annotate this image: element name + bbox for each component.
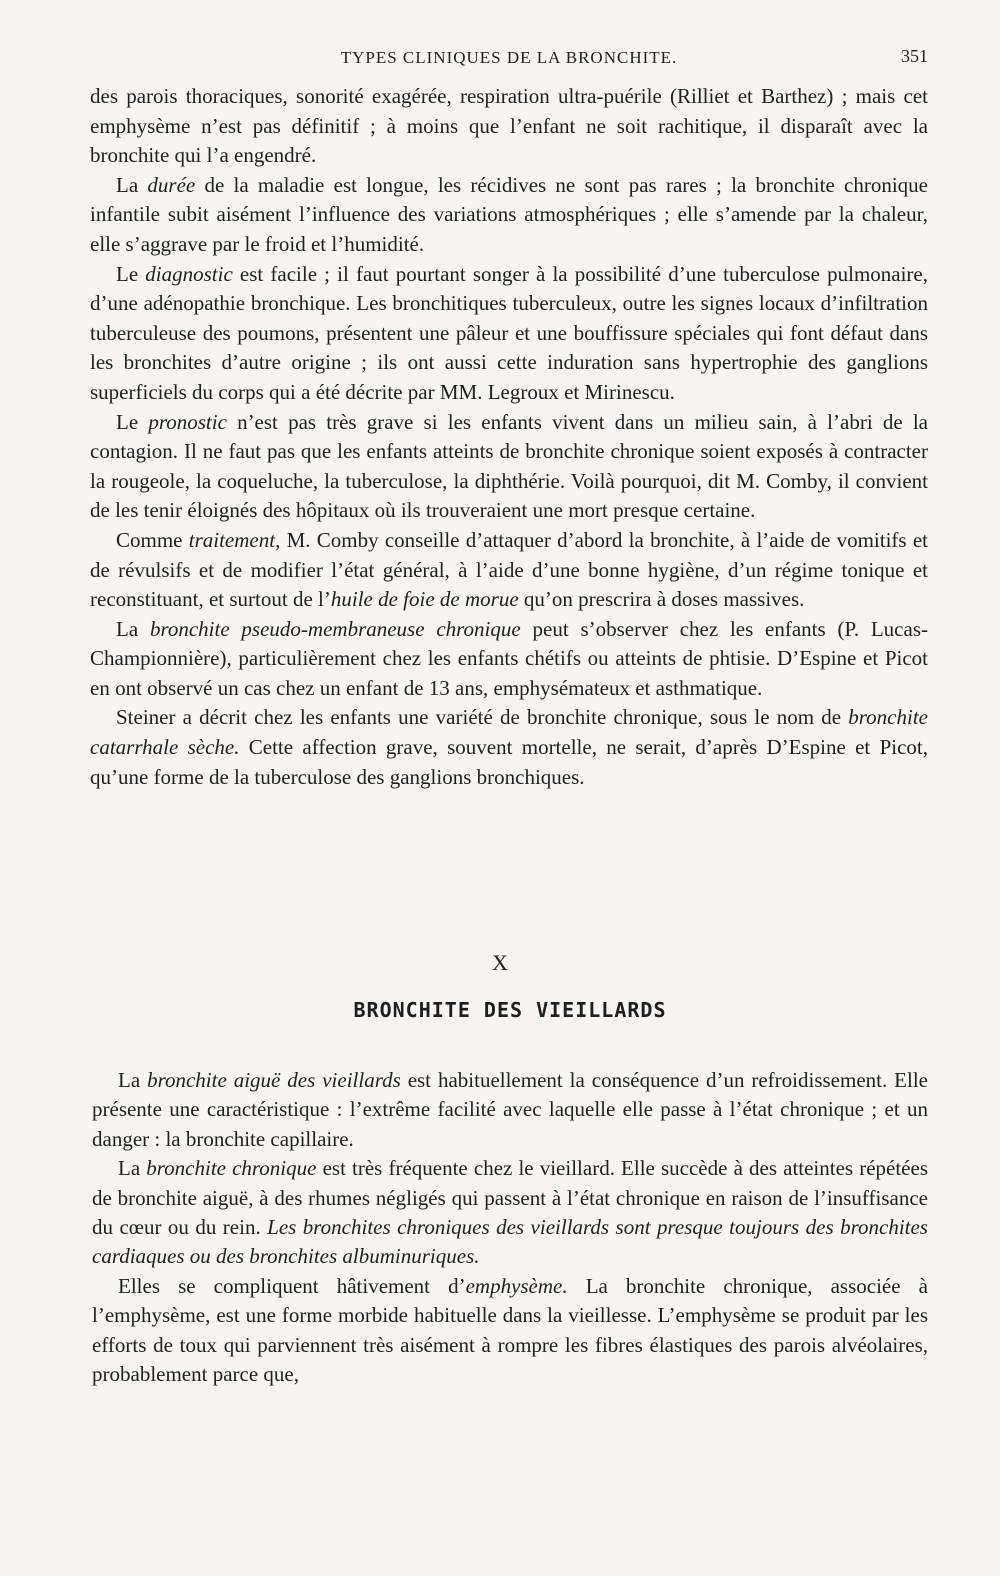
italic-term: traitement xyxy=(188,527,276,552)
italic-term: bronchite chronique xyxy=(146,1156,317,1181)
section-body xyxy=(92,1066,928,1389)
paragraph xyxy=(90,408,928,526)
italic-term: emphysème. xyxy=(465,1273,568,1298)
paragraph-text: , M. Comby conseille d’attaquer d’abord la bronchite, à l’aide de vomitifs et de révulsifs et de modifier l’état général, à l’aide d’une bonne hygiène, d’un régime tonique et reconstituant, et surtout de l’ xyxy=(90,527,928,612)
paragraph-text: des parois thoraciques, sonorité exagérée, respiration ultra-puérile (Rilliet et Barthez) ; mais cet emphysème n’est pas définitif ; à moins que l’enfant ne soit rachitique, il disparaît avec la bronchite qui l’a engendré. xyxy=(90,84,928,168)
italic-term: durée xyxy=(147,172,196,197)
page-number: 351 xyxy=(901,46,928,66)
paragraph-text: Comme xyxy=(116,527,189,552)
paragraph xyxy=(90,526,928,615)
italic-term: pronostic xyxy=(148,409,227,434)
paragraph-text: de la maladie est longue, les récidives ne sont pas rares ; la bronchite chronique infantile subit aisément l’influence des variations atmosphériques ; elle s’amende par la chaleur, elle s’aggrave par le froid et l’humidité. xyxy=(90,172,928,256)
paragraph-text: La xyxy=(116,616,150,641)
paragraph xyxy=(90,615,928,704)
paragraph-text: La xyxy=(118,1068,148,1092)
paragraph-text: est très fréquente chez le vieillard. Elle succède à des atteintes répétées de bronchite aiguë, à des rhumes négligés qui passent à l’état chronique en raison de l’insuffisance du cœur ou du rein. xyxy=(92,1156,928,1240)
running-title: TYPES CLINIQUES DE LA BRONCHITE. xyxy=(340,48,678,67)
body-text xyxy=(90,82,928,792)
paragraph-text: peut s’observer chez les enfants (P. Lucas-Championnière), particulièrement chez les enfants chétifs ou atteints de phtisie. D’Espine et Picot en ont observé un cas chez un enfant de 13 ans, emphysémateux et asthmatique. xyxy=(90,616,928,700)
paragraph-text: Elles se compliquent hâtivement d’ xyxy=(118,1273,466,1298)
paragraph xyxy=(92,1154,928,1272)
italic-term: diagnostic xyxy=(145,261,233,286)
italic-term: huile de foie de morue xyxy=(330,587,519,612)
paragraph-text: est habituellement la conséquence d’un refroidissement. Elle présente une caractéristique : l’extrême facilité avec laquelle elle passe à l’état chronique ; et un danger : la bronchite capillaire. xyxy=(92,1068,928,1151)
section-number: X xyxy=(492,950,508,975)
paragraph xyxy=(90,171,928,260)
italic-term: Les bronchites chroniques des vieillards sont presque toujours des bronchites cardiaques ou des bronchites albuminuriques. xyxy=(92,1215,928,1269)
paragraph-text: est facile ; il faut pourtant songer à la possibilité d’une tuberculose pulmonaire, d’une adénopathie bronchique. Les bronchitiques tuberculeux, outre les signes locaux d’infiltration tuberculeuse des poumons, présentent une pâleur et une bouffissure spéciales qui font défaut dans les bronchites d’autre origine ; ils ont aussi cette induration sans hypertrophie des ganglions superficiels du corps qui a été décrite par MM. Legroux et Mirinescu. xyxy=(90,261,928,404)
paragraph-text: n’est pas très grave si les enfants vivent dans un milieu sain, à l’abri de la contagion. Il ne faut pas que les enfants atteints de bronchite chronique soient exposés à contracter la rougeole, la coqueluche, la tuberculose, la diphthérie. Voilà pourquoi, dit M. Comby, il convient de les tenir éloignés des hôpitaux où ils trouveraient une mort presque certaine. xyxy=(90,409,928,523)
paragraph-text: La xyxy=(118,1156,147,1181)
section-title: BRONCHITE DES VIEILLARDS xyxy=(353,998,667,1022)
running-head xyxy=(90,48,928,72)
paragraph xyxy=(90,260,928,408)
italic-term: bronchite pseudo-membraneuse chronique xyxy=(149,616,521,641)
paragraph-text: Steiner a décrit chez les enfants une variété de bronchite chronique, sous le nom de xyxy=(116,705,849,730)
paragraph xyxy=(92,1272,928,1390)
paragraph-text: Le xyxy=(116,261,146,286)
paragraph-text: La bronchite chronique, associée à l’emphysème, est une forme morbide habituelle dans la vieillesse. L’emphysème se produit par les efforts de toux qui parviennent très aisément à rompre les fibres élastiques des parois alvéolaires, probablement parce que, xyxy=(92,1273,928,1387)
paragraph xyxy=(92,1066,928,1154)
paragraph xyxy=(90,703,928,792)
paragraph xyxy=(90,82,928,171)
paragraph-text: Le xyxy=(116,409,149,434)
paragraph-text: Cette affection grave, souvent mortelle, ne serait, d’après D’Espine et Picot, qu’une forme de la tuberculose des ganglions bronchiques. xyxy=(90,735,928,789)
italic-term: bronchite aiguë des vieillards xyxy=(147,1068,401,1092)
italic-term: bronchite catarrhale sèche. xyxy=(90,705,928,760)
paragraph-text: qu’on prescrira à doses massives. xyxy=(518,587,805,612)
paragraph-text: La xyxy=(116,172,148,197)
